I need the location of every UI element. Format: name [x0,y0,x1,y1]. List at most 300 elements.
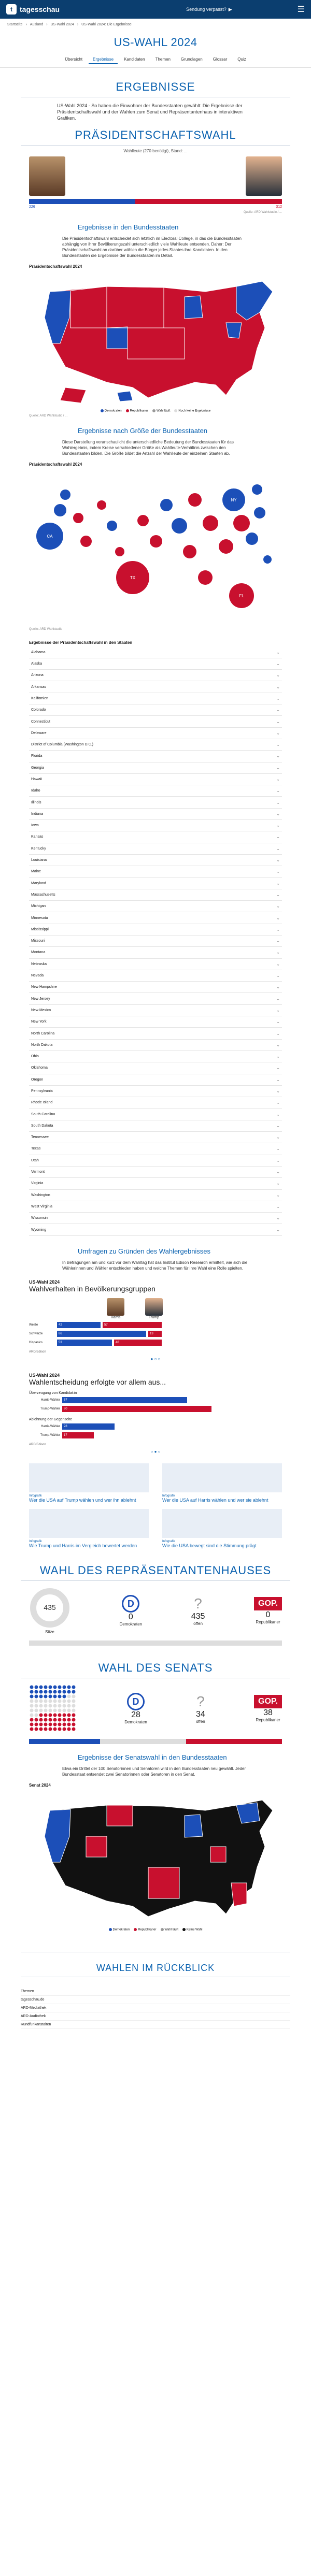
seat-dot [30,1709,34,1712]
state-name: Utah [31,1158,39,1162]
rep-bar [135,199,282,204]
state-row[interactable] [29,1120,282,1132]
card-kicker: US-Wahl 2024 [29,1373,60,1378]
map-legend: Demokraten Republikaner Wahl läuft Noch keine Ergebnisse [29,409,282,413]
trump-thumb [145,1298,163,1316]
state-name: Georgia [31,766,44,770]
seat-dot [67,1728,71,1731]
state-row[interactable] [29,1062,282,1074]
senate-heading: WAHL DES SENATS [98,1661,213,1675]
teaser-image [162,1463,282,1492]
state-name: New Mexico [31,1008,51,1012]
seat-dot [63,1714,66,1717]
state-name: Michigan [31,904,46,909]
state-row[interactable] [29,1005,282,1016]
chevron-down-icon: ⌄ [276,730,280,736]
house-results [29,1587,282,1634]
seat-dot [53,1723,57,1726]
seat-dot [72,1723,76,1726]
state-name: Nevada [31,974,44,978]
seat-dot [44,1709,48,1712]
state-row[interactable] [29,1190,282,1201]
source-note: Quelle: ARD Wahlstudio / ... [29,414,68,418]
chevron-down-icon: ⌄ [276,1192,280,1198]
footer-link[interactable]: ARD-Mediathek [21,2004,290,2012]
seat-dot [39,1704,43,1708]
seat-dot [53,1709,57,1712]
teaser-row [29,1509,282,1548]
chevron-down-icon: ⌄ [276,673,280,678]
chevron-down-icon: ⌄ [276,973,280,978]
breadcrumb-item[interactable]: Ausland [30,23,44,26]
chevron-down-icon: ⌄ [276,776,280,782]
state-row[interactable] [29,1097,282,1109]
tab-candidates[interactable]: Kandidaten [124,57,145,62]
state-row[interactable] [29,1167,282,1178]
breadcrumb-item: US-Wahl 2024: Die Ergebnisse [81,23,132,26]
divider [21,1580,290,1581]
motive-row: Harris-Wähler 28 [29,1423,282,1430]
seat-dot [35,1728,38,1731]
state-row[interactable] [29,993,282,1004]
state-name: Vermont [31,1170,45,1174]
state-row[interactable] [29,716,282,727]
state-row[interactable] [29,704,282,716]
group-label: Überzeugung von Kandidat:in [29,1391,77,1395]
chevron-down-icon: ⌄ [276,1181,280,1186]
logo-icon[interactable]: t [6,4,17,15]
harris-votes: 226 [29,205,35,209]
seat-dot [49,1704,52,1708]
page-title: US-WAHL 2024 [114,36,197,49]
state-name: District of Columbia (Washington D.C.) [31,743,93,747]
chevron-down-icon: ⌄ [276,650,280,655]
state-name: Maryland [31,881,46,885]
chevron-down-icon: ⌄ [276,1135,280,1140]
footer-link[interactable]: Themen [21,1988,290,1996]
electoral-bar [29,199,282,204]
house-bar [29,1640,282,1646]
state-row[interactable] [29,878,282,889]
chevron-down-icon: ⌄ [276,1216,280,1221]
seat-dot [49,1728,52,1731]
seat-dot [72,1686,76,1689]
senate-map[interactable] [29,1790,282,1932]
state-name: Minnesota [31,916,48,920]
seat-dot [49,1695,52,1699]
tab-glossary[interactable]: Glossar [213,57,228,62]
senate-open: ? 34 offen [196,1693,205,1724]
trump-portrait [246,156,282,196]
seat-dot [35,1686,38,1689]
chevron-down-icon: ⌄ [276,661,280,667]
democrat-logo-icon: D [127,1693,145,1710]
chevron-down-icon: ⌄ [276,1170,280,1175]
state-row[interactable] [29,785,282,797]
chevron-down-icon: ⌄ [276,950,280,955]
seat-dot [67,1714,71,1717]
chevron-down-icon: ⌄ [276,1112,280,1117]
state-row[interactable] [29,912,282,924]
breadcrumb-item[interactable]: Startseite [7,23,23,26]
results-heading: ERGEBNISSE [116,80,195,93]
state-name: Alabama [31,650,46,654]
seat-dot [49,1709,52,1712]
seat-dot [35,1704,38,1708]
survey-heading: Umfragen zu Gründen des Wahlergebnisses [78,1247,211,1255]
chevron-down-icon: ⌄ [276,1031,280,1036]
state-name: Delaware [31,731,47,735]
state-name: Arkansas [31,685,47,689]
dem-bar [29,199,135,204]
state-row[interactable] [29,693,282,704]
state-row[interactable] [29,1224,282,1235]
seat-dot [35,1718,38,1722]
us-map[interactable] [29,271,282,413]
group-rows [29,1321,282,1346]
svg-text:435: 435 [44,1603,56,1612]
seat-dot [30,1700,34,1703]
chevron-down-icon: ⌄ [276,708,280,713]
group-label: Ablehnung der Gegenseite [29,1418,73,1422]
state-row[interactable] [29,820,282,831]
seat-dot [58,1686,62,1689]
chevron-down-icon: ⌄ [276,927,280,932]
motive-row: Trump-Wähler 17 [29,1432,282,1439]
seat-dot [53,1695,57,1699]
state-name: Wyoming [31,1228,47,1232]
seat-dot [44,1728,48,1731]
chevron-down-icon: ⌄ [276,1077,280,1082]
seat-dot [49,1690,52,1694]
state-name: Illinois [31,800,41,804]
survey-text: In Befragungen am und kurz vor dem Wahltag hat das Institut Edison Research ermittelt, wie sich die Wählerinnen und Wähler entschieden haben und welche Themen für ihre Wahl eine Rolle spielten. [62,1260,248,1271]
state-row[interactable] [29,1213,282,1224]
state-row[interactable] [29,831,282,843]
states-map-heading: Ergebnisse in den Bundesstaaten [78,223,179,232]
chevron-down-icon: ⌄ [276,1008,280,1013]
state-name: Oregon [31,1077,44,1082]
chevron-down-icon: ⌄ [276,1100,280,1105]
state-row[interactable] [29,924,282,936]
state-name: Ohio [31,1055,39,1059]
seat-dot [39,1686,43,1689]
state-row[interactable] [29,739,282,751]
state-name: Louisiana [31,858,47,862]
seat-dot [72,1718,76,1722]
house-open: ? 435 offen [191,1595,205,1627]
seat-dot [63,1695,66,1699]
state-row[interactable] [29,797,282,808]
chevron-down-icon: ⌄ [276,834,280,840]
card-portraits: Harris Trump [107,1298,282,1319]
seat-dot [67,1709,71,1712]
footer-link[interactable]: Rundfunkanstalten [21,2021,290,2029]
carousel-dots[interactable]: ○ ● ○ [150,1449,161,1455]
seat-dot [39,1700,43,1703]
seat-dot [67,1718,71,1722]
chevron-down-icon: ⌄ [276,869,280,874]
results-intro: US-Wahl 2024 - So haben die Einwohner der Bundesstaaten gewählt: Die Ergebnisse der Präsidentschaftswahl und der Wahlen zum Senat und Repräsentantenhaus in interaktiven Grafiken. [57,103,243,121]
chevron-down-icon: ⌄ [276,742,280,747]
seat-dot [44,1700,48,1703]
chevron-down-icon: ⌄ [276,1158,280,1163]
state-row[interactable] [29,728,282,739]
card-kicker: US-Wahl 2024 [29,1279,60,1285]
seat-dot [67,1690,71,1694]
senate-map-text: Etwa ein Drittel der 100 Senatorinnen und Senatoren wird in den Bundesstaaten neu gewählt. Jeder Bundesstaat entsendet zwei Senatorinnen oder Senatoren in den Senat. [62,1766,246,1777]
chevron-down-icon: ⌄ [276,754,280,759]
state-name: Maine [31,870,41,874]
chevron-down-icon: ⌄ [276,1019,280,1025]
teaser-card[interactable]: Infografik Wer die USA auf Trump wählen und wer ihn ablehnt [29,1463,149,1503]
chevron-down-icon: ⌄ [276,858,280,863]
seat-dot [53,1686,57,1689]
motive-bar: 28 [62,1423,115,1430]
seat-dot [58,1690,62,1694]
breadcrumb-item[interactable]: US-Wahl 2024 [50,23,74,26]
chevron-down-icon: ⌄ [276,1204,280,1209]
seat-dot [44,1690,48,1694]
chevron-down-icon: ⌄ [276,1146,280,1152]
house-dem: D 0 Demokraten [120,1595,143,1627]
carousel-dots[interactable]: ● ○ ○ [150,1357,161,1362]
teaser-card[interactable]: Infografik Wie Trump und Harris im Vergleich bewertet werden [29,1509,149,1548]
seat-dot [72,1690,76,1694]
state-name: Virginia [31,1182,44,1186]
state-row[interactable] [29,901,282,912]
teaser-card[interactable]: Infografik Wer die USA auf Harris wählen und wer sie ablehnt [162,1463,282,1503]
seat-dot [67,1700,71,1703]
state-name: Missouri [31,939,45,943]
tab-results[interactable]: Ergebnisse [89,55,118,64]
question-icon: ? [196,1693,205,1710]
state-row[interactable] [29,774,282,785]
card-title: Wahlverhalten in Bevölkerungsgruppen [29,1285,156,1293]
seat-dot [67,1704,71,1708]
seat-dot [53,1728,57,1731]
seat-dot [39,1690,43,1694]
teaser-card[interactable]: Infografik Wie die USA bewegt sind die Stimmung prägt [162,1509,282,1548]
house-heading: WAHL DES REPRÄSENTANTENHAUSES [39,1564,272,1577]
state-name: Tennessee [31,1135,49,1140]
senate-rep: GOP. 38 Republikaner [254,1695,282,1722]
state-row[interactable] [29,970,282,982]
chevron-down-icon: ⌄ [276,788,280,794]
svg-text:NY: NY [231,497,237,502]
chevron-down-icon: ⌄ [276,881,280,886]
chevron-down-icon: ⌄ [276,684,280,689]
motive-rows [29,1423,282,1439]
state-row[interactable] [29,751,282,762]
seat-dot [53,1690,57,1694]
seat-dot [39,1728,43,1731]
seat-dot [44,1714,48,1717]
seat-dot [30,1704,34,1708]
seat-dot [72,1709,76,1712]
state-row[interactable] [29,670,282,681]
seat-dot [49,1686,52,1689]
seat-dot [44,1686,48,1689]
motive-bar: 67 [62,1397,187,1403]
state-row[interactable] [29,866,282,877]
seat-dot [67,1695,71,1699]
state-name: Florida [31,754,43,758]
bubble-heading: Ergebnisse nach Größe der Bundesstaaten [78,427,208,435]
seat-dot [53,1714,57,1717]
seat-dot [72,1714,76,1717]
card-footer: ARD/Edison [29,1443,46,1447]
source-note: Quelle: ARD Wahlstudio [29,627,63,631]
electoral-labels [29,205,282,209]
state-row[interactable] [29,843,282,855]
seat-dot [49,1723,52,1726]
state-row[interactable] [29,647,282,658]
question-icon: ? [194,1595,202,1612]
trump-bar: 46 [114,1340,162,1346]
state-row[interactable] [29,1201,282,1213]
state-row[interactable] [29,1051,282,1062]
state-row[interactable] [29,1143,282,1155]
menu-icon[interactable]: ☰ [297,5,305,14]
state-row[interactable] [29,1132,282,1143]
tab-quiz[interactable]: Quiz [237,57,246,62]
tab-basics[interactable]: Grundlagen [180,57,203,62]
teaser-image [29,1509,149,1538]
motive-rows [29,1397,282,1413]
harris-portrait [29,156,65,196]
senate-results [29,1685,282,1733]
state-row[interactable] [29,762,282,774]
seat-dot [35,1700,38,1703]
motive-row: Harris-Wähler 67 [29,1397,282,1404]
state-name: New Hampshire [31,985,57,989]
seat-dot [35,1709,38,1712]
seat-dot [63,1723,66,1726]
house-rep: GOP. 0 Republikaner [254,1597,282,1624]
top-bar [0,0,311,19]
state-name: Montana [31,951,46,955]
seat-dot [58,1714,62,1717]
state-name: Hawaii [31,777,43,781]
seat-dot [30,1686,34,1689]
seat-dot [39,1695,43,1699]
state-name: Idaho [31,789,40,793]
senate-bar [29,1739,282,1744]
state-row[interactable] [29,947,282,958]
state-row[interactable] [29,1178,282,1189]
seat-dot [63,1709,66,1712]
state-name: Wisconsin [31,1216,48,1220]
state-list [29,647,282,1236]
state-name: Indiana [31,812,43,816]
state-row[interactable] [29,658,282,670]
svg-text:TX: TX [130,575,136,580]
seat-dot [63,1700,66,1703]
state-row[interactable] [29,1086,282,1097]
bubble-text: Diese Darstellung veranschaulicht die unterschiedliche Bedeutung der Bundesstaaten für das Wahlergebnis, indem Kreise verschiedener Größe als Wahlleute-Verhältnis zwischen den Bundesstaaten bilden. Die Größe bildet die Anzahl der Wahlleute der einzelnen Staaten ab. [62,440,234,456]
seat-dot [58,1728,62,1731]
state-row[interactable] [29,809,282,820]
teaser-image [162,1509,282,1538]
state-name: South Carolina [31,1112,55,1116]
state-name: Kansas [31,835,44,839]
state-row[interactable] [29,936,282,947]
chevron-down-icon: ⌄ [276,961,280,967]
seat-dot [58,1700,62,1703]
tab-topics[interactable]: Themen [155,57,171,62]
states-map-text: Die Präsidentschaftswahl entscheidet sich letztlich im Electoral College, in das die Bundesstaaten abhängig von ihrer Bevölkerungszahl unterschiedlich viele Wahlleute entsenden. Daher: Der Präsidentschaftswahl an darüber wählen die Bürger jedes Staates ihre Kandidaten. In den Bundesstaaten die Ergebnisse der Bundesstaaten im Detail. [62,236,242,258]
seat-dot [39,1723,43,1726]
state-row[interactable] [29,1074,282,1086]
state-row[interactable] [29,959,282,970]
senate-dem: D 28 Demokraten [124,1693,147,1724]
tab-overview[interactable]: Übersicht [65,57,83,62]
brand-name[interactable]: tagesschau [20,5,60,13]
seat-dot [39,1718,43,1722]
seat-dot [63,1704,66,1708]
state-row[interactable] [29,1109,282,1120]
state-name: Connecticut [31,719,50,724]
chevron-down-icon: ⌄ [276,915,280,920]
state-name: Kalifornien [31,696,49,700]
state-row[interactable] [29,681,282,693]
seat-dot [58,1718,62,1722]
state-row[interactable] [29,1155,282,1167]
state-row[interactable] [29,1028,282,1039]
state-row[interactable] [29,1016,282,1028]
seat-dot [39,1714,43,1717]
state-row[interactable] [29,855,282,866]
seat-dot [35,1695,38,1699]
seat-dot [30,1718,34,1722]
seat-dot [30,1690,34,1694]
seat-dot [49,1700,52,1703]
chevron-down-icon: ⌄ [276,892,280,897]
state-name: North Carolina [31,1031,55,1035]
bubble-map[interactable] [29,469,282,626]
seat-dot [63,1718,66,1722]
seat-dot [58,1695,62,1699]
state-name: West Virginia [31,1204,52,1208]
state-name: New York [31,1020,47,1024]
footer-link[interactable]: tagesschau.de [21,1996,290,2004]
missed-broadcast-link[interactable]: Sendung verpasst? ▶ [186,6,232,12]
seat-dot [67,1723,71,1726]
teaser-row [29,1463,282,1503]
chevron-down-icon: ⌄ [276,1054,280,1059]
section-tabs [0,55,311,68]
president-heading: PRÄSIDENTSCHAFTSWAHL [75,128,236,142]
state-name: Washington [31,1193,50,1197]
chevron-down-icon: ⌄ [276,696,280,701]
seat-dot [72,1700,76,1703]
seat-dot [67,1686,71,1689]
chevron-down-icon: ⌄ [276,1089,280,1093]
state-row[interactable] [29,982,282,993]
footer-link[interactable]: ARD-Audiothek [21,2012,290,2021]
breadcrumb: Startseite › Ausland › US-Wahl 2024 › US-Wahl 2024: Die Ergebnisse [7,23,132,26]
chevron-down-icon: ⌄ [276,846,280,851]
harris-bar: 86 [57,1331,146,1337]
chevron-down-icon: ⌄ [276,800,280,805]
group-row: Schwarze 86 13 [29,1330,282,1337]
chevron-down-icon: ⌄ [276,1123,280,1128]
state-row[interactable] [29,1040,282,1051]
state-row[interactable] [29,889,282,901]
survey-card-groups [29,1276,282,1364]
state-name: Iowa [31,824,39,828]
